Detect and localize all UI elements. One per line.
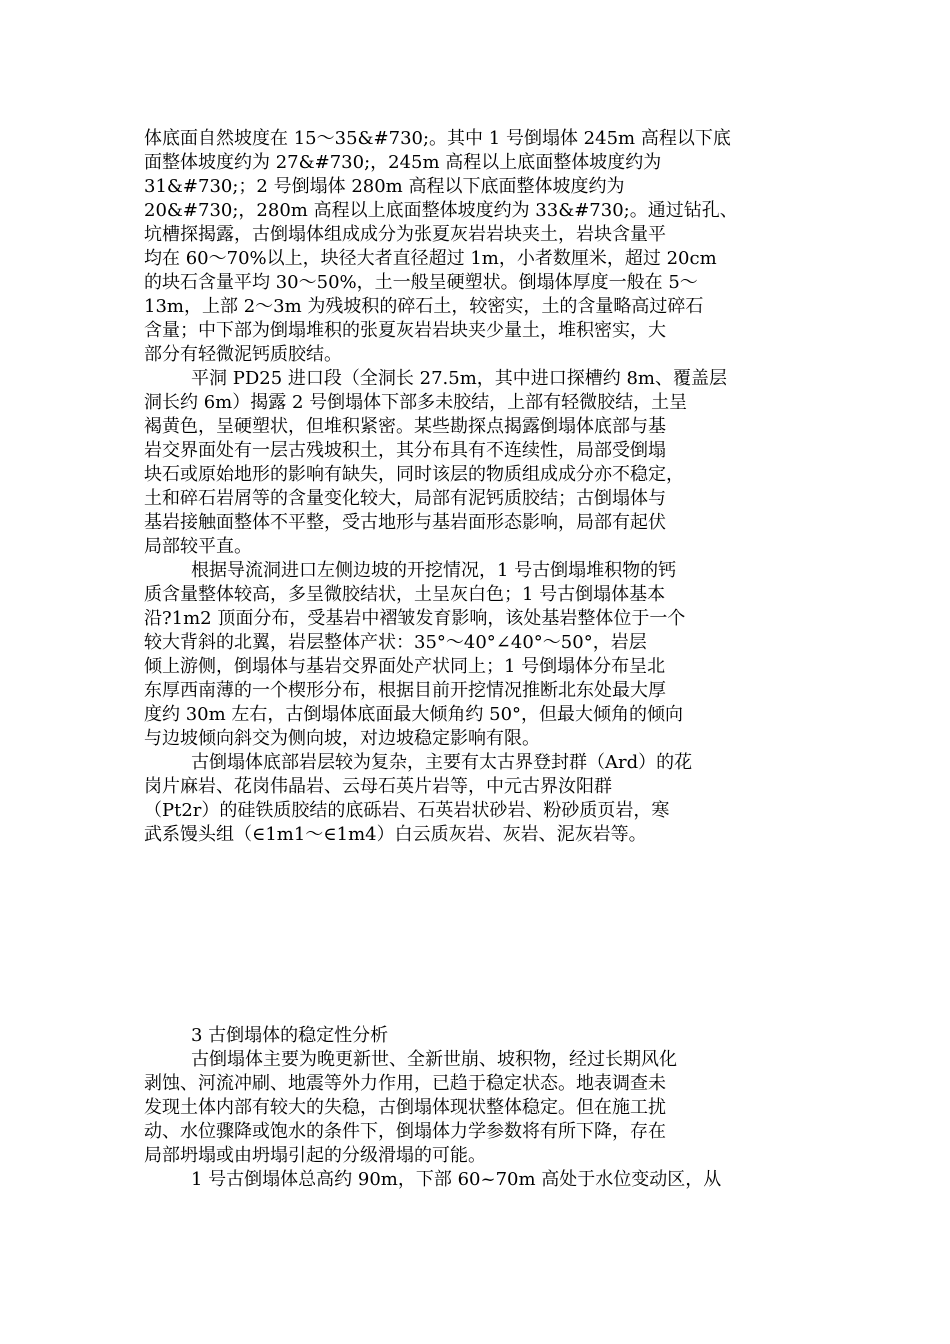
text-line: 13m，上部 2～3m 为残坡积的碎石土，较密实，土的含量略高过碎石 — [144, 296, 704, 317]
text-line: 局部较平直。 — [144, 536, 252, 557]
text-line: 块石或原始地形的影响有缺失，同时该层的物质组成成分亦不稳定， — [144, 464, 684, 485]
paragraph — [144, 751, 816, 847]
text-line: 根据导流洞进口左侧边坡的开挖情况，1 号古倒塌堆积物的钙 — [191, 560, 677, 581]
text-line: 洞长约 6m）揭露 2 号倒塌体下部多未胶结，上部有轻微胶结，土呈 — [144, 392, 688, 413]
text-line: 倾上游侧，倒塌体与基岩交界面处产状同上；1 号倒塌体分布呈北 — [144, 656, 666, 677]
text-line: 沿?1m2 顶面分布，受基岩中褶皱发育影响，该处基岩整体位于一个 — [144, 608, 686, 629]
text-line: （Pt2r）的硅铁质胶结的底砾岩、石英岩状砂岩、粉砂质页岩，寒 — [144, 800, 670, 821]
text-line: 剥蚀、河流冲刷、地震等外力作用，已趋于稳定状态。地表调查未 — [144, 1073, 666, 1094]
text-line: 基岩接触面整体不平整，受古地形与基岩面形态影响，局部有起伏 — [144, 512, 666, 533]
text-line: 动、水位骤降或饱水的条件下，倒塌体力学参数将有所下降，存在 — [144, 1121, 666, 1142]
section-heading: 3 古倒塌体的稳定性分析 — [191, 1025, 389, 1046]
text-line: 褐黄色，呈硬塑状，但堆积紧密。某些勘探点揭露倒塌体底部与基 — [144, 416, 666, 437]
text-line: 土和碎石岩屑等的含量变化较大，局部有泥钙质胶结；古倒塌体与 — [144, 488, 666, 509]
text-line: 平洞 PD25 进口段（全洞长 27.5m，其中进口探槽约 8m、覆盖层 — [191, 368, 727, 389]
text-line: 较大背斜的北翼，岩层整体产状：35°～40°∠40°～50°，岩层 — [144, 632, 647, 653]
text-line: 坑槽探揭露，古倒塌体组成成分为张夏灰岩岩块夹土，岩块含量平 — [144, 224, 666, 245]
text-line: 31&#730;；2 号倒塌体 280m 高程以下底面整体坡度约为 — [144, 176, 625, 197]
text-line: 局部坍塌或由坍塌引起的分级滑塌的可能。 — [144, 1145, 486, 1166]
text-line: 的块石含量平均 30～50%，土一般呈硬塑状。倒塌体厚度一般在 5～ — [144, 272, 698, 293]
body-text-upper — [144, 127, 816, 847]
text-line: 质含量整体较高，多呈微胶结状，土呈灰白色；1 号古倒塌体基本 — [144, 584, 666, 605]
text-line: 古倒塌体主要为晚更新世、全新世崩、坡积物，经过长期风化 — [191, 1049, 677, 1070]
text-line: 武系馒头组（∈1m1～∈1m4）白云质灰岩、灰岩、泥灰岩等。 — [144, 824, 647, 845]
body-text-lower — [144, 1024, 816, 1192]
text-line: 体底面自然坡度在 15～35&#730;。其中 1 号倒塌体 245m 高程以下底 — [144, 128, 731, 149]
paragraph — [144, 1168, 816, 1192]
text-line: 岗片麻岩、花岗伟晶岩、云母石英片岩等，中元古界汝阳群 — [144, 776, 612, 797]
text-line: 岩交界面处有一层古残坡积土，其分布具有不连续性，局部受倒塌 — [144, 440, 666, 461]
text-line: 1 号古倒塌体总高约 90m，下部 60~70m 高处于水位变动区，从 — [191, 1169, 722, 1190]
text-line: 发现土体内部有较大的失稳，古倒塌体现状整体稳定。但在施工扰 — [144, 1097, 666, 1118]
paragraph — [144, 127, 816, 367]
paragraph — [144, 367, 816, 559]
text-line: 古倒塌体底部岩层较为复杂，主要有太古界登封群（Ard）的花 — [191, 752, 693, 773]
text-line: 度约 30m 左右，古倒塌体底面最大倾角约 50°，但最大倾角的倾向 — [144, 704, 684, 725]
text-line: 部分有轻微泥钙质胶结。 — [144, 344, 342, 365]
text-line: 东厚西南薄的一个楔形分布，根据目前开挖情况推断北东处最大厚 — [144, 680, 666, 701]
text-line: 含量；中下部为倒塌堆积的张夏灰岩岩块夹少量土，堆积密实，大 — [144, 320, 666, 341]
text-line: 面整体坡度约为 27&#730;，245m 高程以上底面整体坡度约为 — [144, 152, 662, 173]
paragraph — [144, 1048, 816, 1168]
text-line: 均在 60～70%以上，块径大者直径超过 1m，小者数厘米，超过 20cm — [144, 248, 717, 269]
text-line: 20&#730;，280m 高程以上底面整体坡度约为 33&#730;。通过钻孔、 — [144, 200, 738, 221]
paragraph — [144, 559, 816, 751]
text-line: 与边坡倾向斜交为侧向坡，对边坡稳定影响有限。 — [144, 728, 540, 749]
